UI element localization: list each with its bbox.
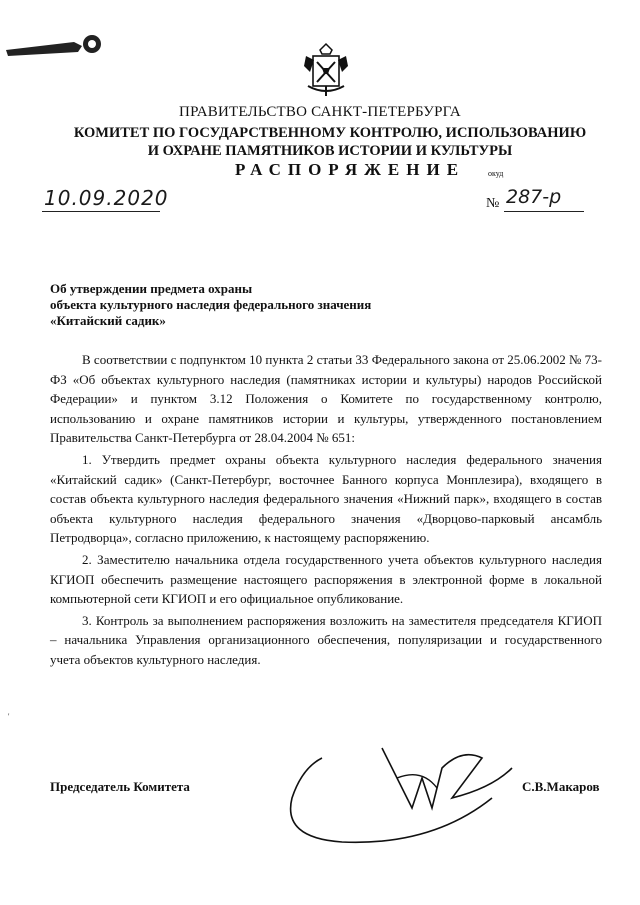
committee-line-2: И ОХРАНЕ ПАМЯТНИКОВ ИСТОРИИ И КУЛЬТУРЫ bbox=[147, 143, 513, 159]
okud-label: окуд bbox=[488, 169, 504, 178]
subject-line-3: «Китайский садик» bbox=[50, 313, 166, 328]
signatory-name: С.В.Макаров bbox=[522, 779, 600, 794]
subject-line-1: Об утверждении предмета охраны bbox=[50, 281, 253, 296]
subject-line-2: объекта культурного наследия федерального значения bbox=[50, 297, 372, 312]
document-date: 10.09.2020 bbox=[44, 186, 169, 210]
number-underline bbox=[504, 211, 584, 212]
number-sign: № bbox=[486, 196, 500, 211]
ink-smudge-mark bbox=[4, 30, 104, 60]
committee-name bbox=[40, 124, 620, 160]
document-number: 287-р bbox=[506, 186, 562, 208]
government-name: ПРАВИТЕЛЬСТВО САНКТ-ПЕТЕРБУРГА bbox=[179, 104, 461, 120]
committee-line-1: КОМИТЕТ ПО ГОСУДАРСТВЕННОМУ КОНТРОЛЮ, ИСПОЛЬЗОВАНИЮ bbox=[73, 125, 587, 141]
body-paragraph-1: 1. Утвердить предмет охраны объекта культурного наследия федерального значения «Китайский садик» (Санкт-Петербург, восточнее Банного корпуса Монплезира), входящего в состав объекта культурного наследия федерального значения «Нижний парк», входящего в состав объекта культурного наследия федерального значения «Дворцово-парковый ансамбль Петродворца», согласно приложению, к настоящему распоряжению. bbox=[50, 451, 602, 546]
signatory-title: Председатель Комитета bbox=[50, 779, 190, 794]
margin-mark: ' bbox=[8, 712, 10, 721]
body-paragraph-3: 3. Контроль за выполнением распоряжения возложить на заместителя председателя КГИОП – начальника Управления организационного обеспечения, популяризации и государственного учета объектов культурного наследия. bbox=[50, 612, 602, 667]
body-paragraph-2: 2. Заместителю начальника отдела государственного учета объектов культурного наследия КГИОП обеспечить размещение настоящего распоряжения в электронной форме в локальной компьютерной сети КГИОП и его официальное опубликование. bbox=[50, 551, 602, 607]
handwritten-signature bbox=[262, 738, 522, 848]
body-paragraph-preamble: В соответствии с подпунктом 10 пункта 2 статьи 33 Федерального закона от 25.06.2002 № 73-ФЗ «Об объектах культурного наследия (памятниках истории и культуры) народов Российской Федерации» и пунктом 3.12 Положения о Комитете по государственному контролю, использованию и охране памятников истории и культуры, утвержденного постановлением Правительства Санкт-Петербурга от 28.04.2004 № 651: bbox=[50, 352, 602, 446]
coat-of-arms-icon bbox=[300, 42, 352, 98]
document-type: РАСПОРЯЖЕНИЕ bbox=[234, 160, 466, 179]
date-underline bbox=[42, 211, 160, 212]
document-subject bbox=[50, 281, 470, 329]
document-body bbox=[50, 350, 602, 672]
